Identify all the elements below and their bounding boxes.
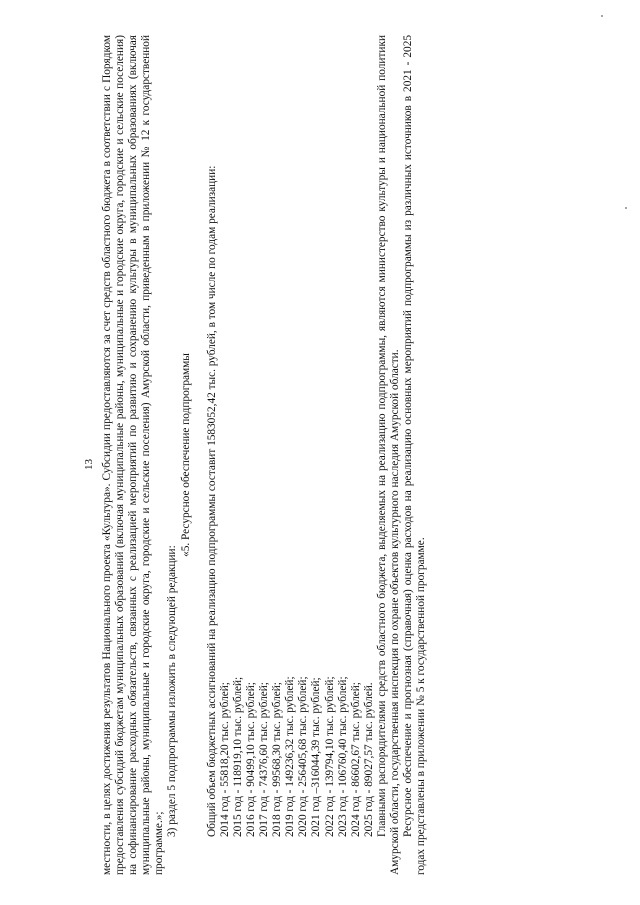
section-title: «5. Ресурсное обеспечение подпрограммы [179, 353, 192, 557]
scan-speck [601, 15, 603, 17]
budget-by-year-list [219, 35, 376, 875]
budget-year-item: 2014 год - 55818,20 тыс. рублей; [218, 682, 231, 837]
budget-year-item: 2015 год - 118919,10 тыс. рублей; [231, 676, 244, 837]
budget-year-item: 2020 год - 256405,68 тыс. рублей; [297, 676, 310, 837]
budget-year-item: 2019 год - 149236,32 тыс. рублей; [284, 676, 297, 837]
budget-year-item: 2025 год - 89027,57 тыс. рублей. [362, 682, 375, 837]
budget-year-item: 2016 год - 90499,10 тыс. рублей; [244, 682, 257, 837]
paragraph-resource-estimate: Ресурсное обеспечение и прогнозная (справочная) оценка расходов на реализацию основных мероприятий подпрограммы из различных источников в 2021 - 2025 годах представлены в приложении № 5 к государственной программе. [402, 35, 428, 875]
scan-speck [625, 207, 627, 209]
page-number: 13 [83, 459, 95, 470]
budget-year-item: 2023 год - 106760,40 тыс. рублей; [336, 676, 349, 837]
budget-year-item: 2018 год - 99568,30 тыс. рублей; [271, 682, 284, 837]
budget-year-item: 2022 год - 139794,10 тыс. рублей; [323, 676, 336, 837]
rotated-text-block [83, 35, 595, 875]
paragraph-main-administrators: Главными распорядителями средств областного бюджета, выделяемых на реализацию подпрограммы, являются министерство культуры и национальной политики Амурской области, государственная инспекция по охране объектов культурного наследия Амурской области. [375, 35, 401, 875]
budget-year-item: 2024 год - 86602,67 тыс. рублей; [349, 682, 362, 837]
budget-year-item: 2021 год –316044,39 тыс. рублей; [310, 677, 323, 837]
paragraph-subsidies: местности, в целях достижения результатов Национального проекта «Культура». Субсидии предоставляются за счет средств областного бюджета в соответствии с Порядком предоставления субсидий бюджетам муниципальных образований (включая муниципальные районы, муниципальные и городские округа, городские и сельские поселения) на софинансирование расходных обязательств, связанных с реализацией мероприятий по развитию и сохранению культуры в муниципальных образованиях (включая муниципальные районы, муниципальные и городские округа, городские и сельские поселения) Амурской области, приведенным в приложении № 12 к государственной программе.»; [101, 35, 166, 875]
paragraph-total-budget: Общий объем бюджетных ассигнований на реализацию подпрограммы составит 1583052,42 тыс. рублей, в том числе по годам реализации: [205, 165, 218, 837]
paragraph-section-change: 3) раздел 5 подпрограммы изложить в следующей редакции: [166, 545, 179, 837]
budget-year-item: 2017 год - 74376,60 тыс. рублей; [258, 682, 271, 837]
